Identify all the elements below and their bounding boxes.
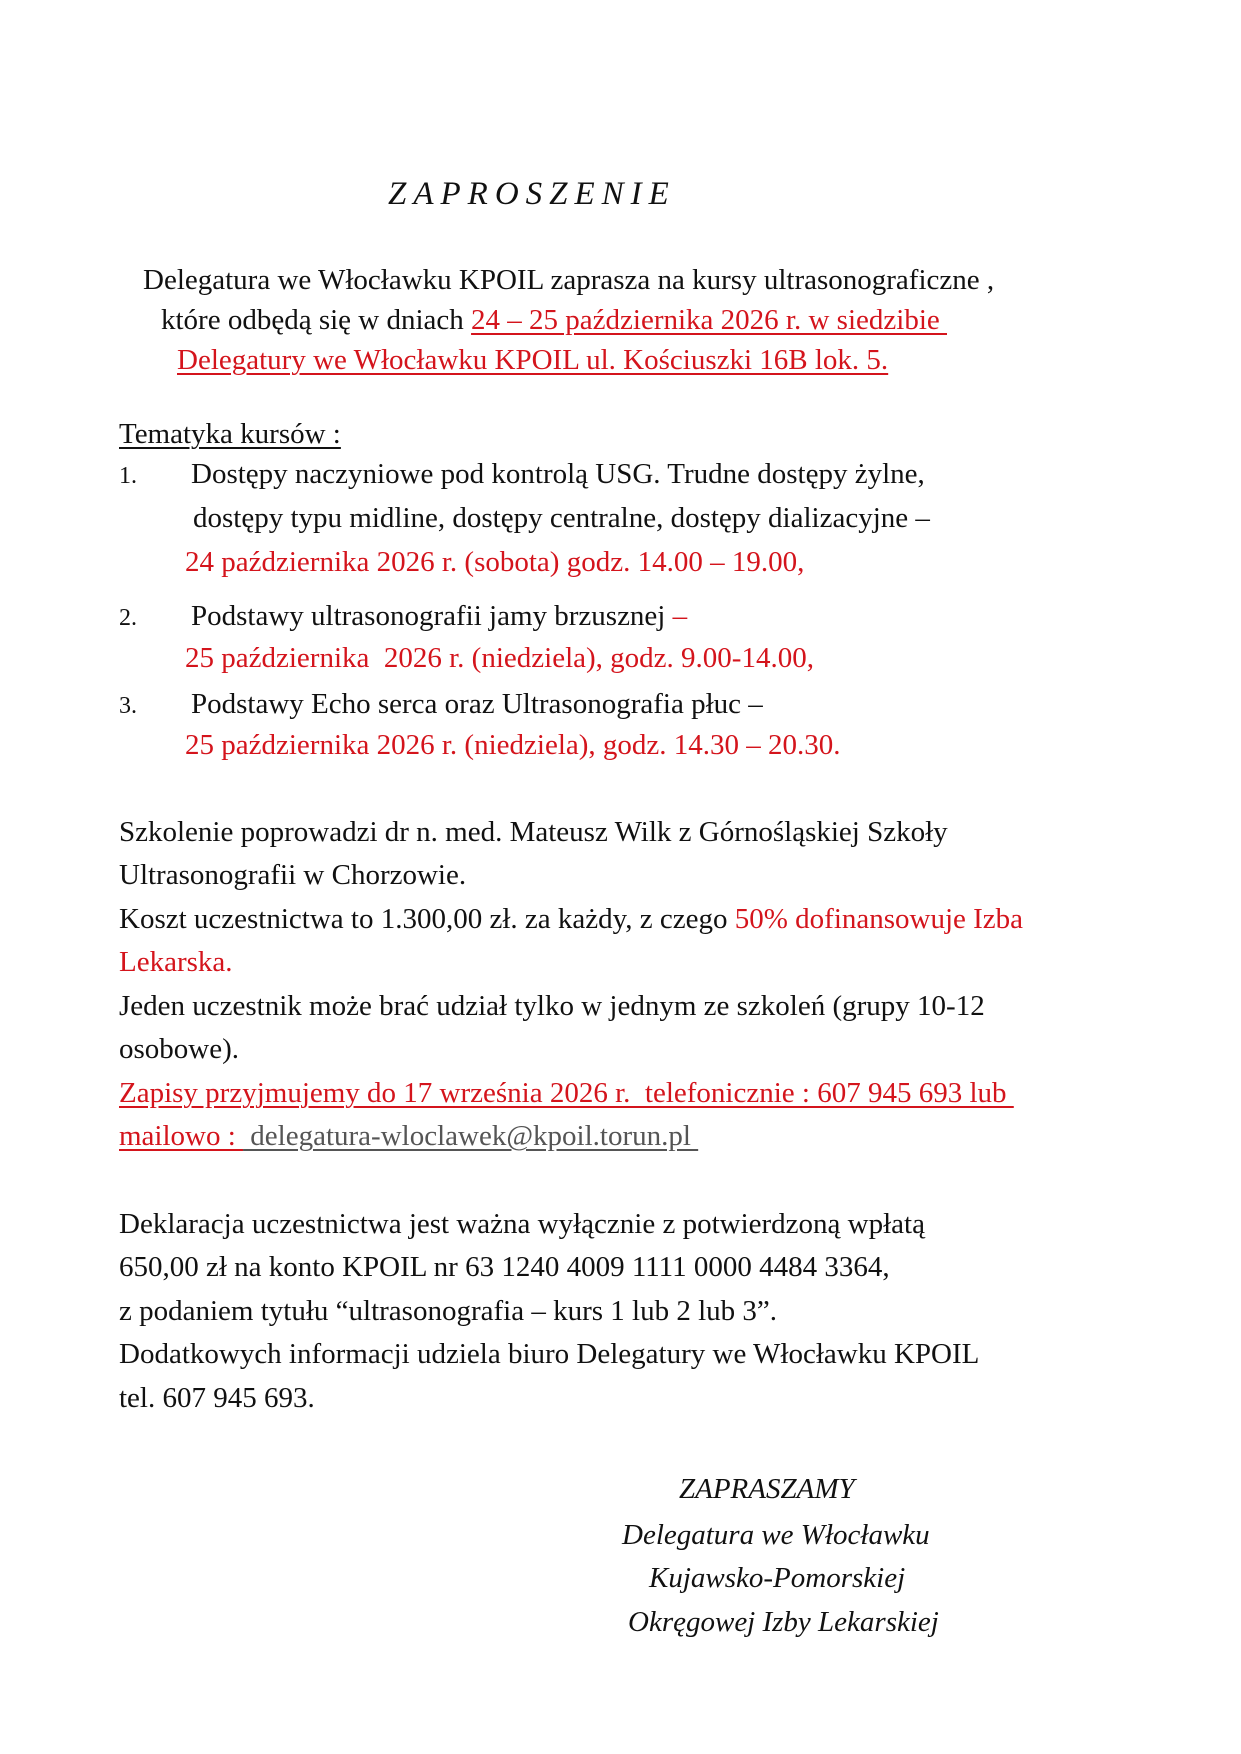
closing-text: ZAPRASZAMY bbox=[679, 1473, 855, 1505]
intro-line-2 bbox=[161, 302, 947, 338]
topic-2-line-1 bbox=[191, 598, 687, 634]
limit-line-2: osobowe). bbox=[119, 1033, 240, 1065]
trainer-line-2: Ultrasonografii w Chorzowie. bbox=[119, 859, 467, 891]
cost-text: Koszt uczestnictwa to 1.300,00 zł. za każdy, z czego bbox=[119, 903, 735, 935]
payment-line-1: Deklaracja uczestnictwa jest ważna wyłącznie z potwierdzoną wpłatą bbox=[119, 1208, 925, 1240]
intro-line-2-lead: które odbędą się w dniach bbox=[161, 304, 472, 336]
payment-line-4: Dodatkowych informacji udziela biuro Delegatury we Włocławku KPOIL bbox=[119, 1338, 980, 1370]
payment-line-3: z podaniem tytułu “ultrasonografia – kurs 1 lub 2 lub 3”. bbox=[119, 1295, 777, 1327]
topic-2-title: Podstawy ultrasonografii jamy brzusznej bbox=[191, 600, 673, 632]
topics-heading: Tematyka kursów : bbox=[119, 418, 341, 450]
payment-line-2: 650,00 zł na konto KPOIL nr 63 1240 4009 1111 0000 4484 3364, bbox=[119, 1251, 890, 1283]
cost-line-1 bbox=[119, 901, 1023, 937]
signup-line-2 bbox=[119, 1118, 698, 1154]
topic-2-dash: – bbox=[672, 600, 688, 632]
topic-2-number: 2. bbox=[119, 605, 137, 631]
payment-line-5: tel. 607 945 693. bbox=[119, 1382, 315, 1414]
topic-1-date: 24 października 2026 r. (sobota) godz. 14.00 – 19.00, bbox=[185, 546, 805, 578]
signature-line-2: Kujawsko-Pomorskiej bbox=[649, 1562, 906, 1594]
signature-line-3: Okręgowej Izby Lekarskiej bbox=[628, 1606, 939, 1638]
signup-line-1: Zapisy przyjmujemy do 17 września 2026 r. telefonicznie : 607 945 693 lub bbox=[119, 1077, 1014, 1109]
topic-3-line-1: Podstawy Echo serca oraz Ultrasonografia płuc – bbox=[191, 688, 763, 720]
page-title: ZAPROSZENIE bbox=[388, 176, 676, 212]
limit-line-1: Jeden uczestnik może brać udział tylko w jednym ze szkoleń (grupy 10-12 bbox=[119, 990, 985, 1022]
topic-3-number: 3. bbox=[119, 693, 137, 719]
intro-line-1: Delegatura we Włocławku KPOIL zaprasza na kursy ultrasonograficzne , bbox=[143, 264, 995, 296]
cost-subsidy: 50% dofinansowuje Izba bbox=[734, 903, 1024, 935]
signature-line-1: Delegatura we Włocławku bbox=[622, 1519, 930, 1551]
topic-1-number: 1. bbox=[119, 463, 137, 489]
trainer-line-1: Szkolenie poprowadzi dr n. med. Mateusz Wilk z Górnośląskiej Szkoły bbox=[119, 816, 948, 848]
topic-1-line-2: dostępy typu midline, dostępy centralne, dostępy dializacyjne – bbox=[193, 502, 930, 534]
topic-1-line-1: Dostępy naczyniowe pod kontrolą USG. Trudne dostępy żylne, bbox=[191, 458, 925, 490]
email-link[interactable]: delegatura-wloclawek@kpoil.torun.pl bbox=[243, 1120, 699, 1152]
signup-mail-label: mailowo : bbox=[119, 1120, 244, 1152]
intro-address: Delegatury we Włocławku KPOIL ul. Kościuszki 16B lok. 5. bbox=[177, 344, 889, 376]
intro-dates-location: 24 – 25 października 2026 r. w siedzibie bbox=[471, 304, 947, 336]
topic-2-date: 25 października 2026 r. (niedziela), godz. 9.00-14.00, bbox=[185, 642, 814, 674]
topic-3-date: 25 października 2026 r. (niedziela), godz. 14.30 – 20.30. bbox=[185, 729, 841, 761]
cost-line-2: Lekarska. bbox=[119, 946, 233, 978]
